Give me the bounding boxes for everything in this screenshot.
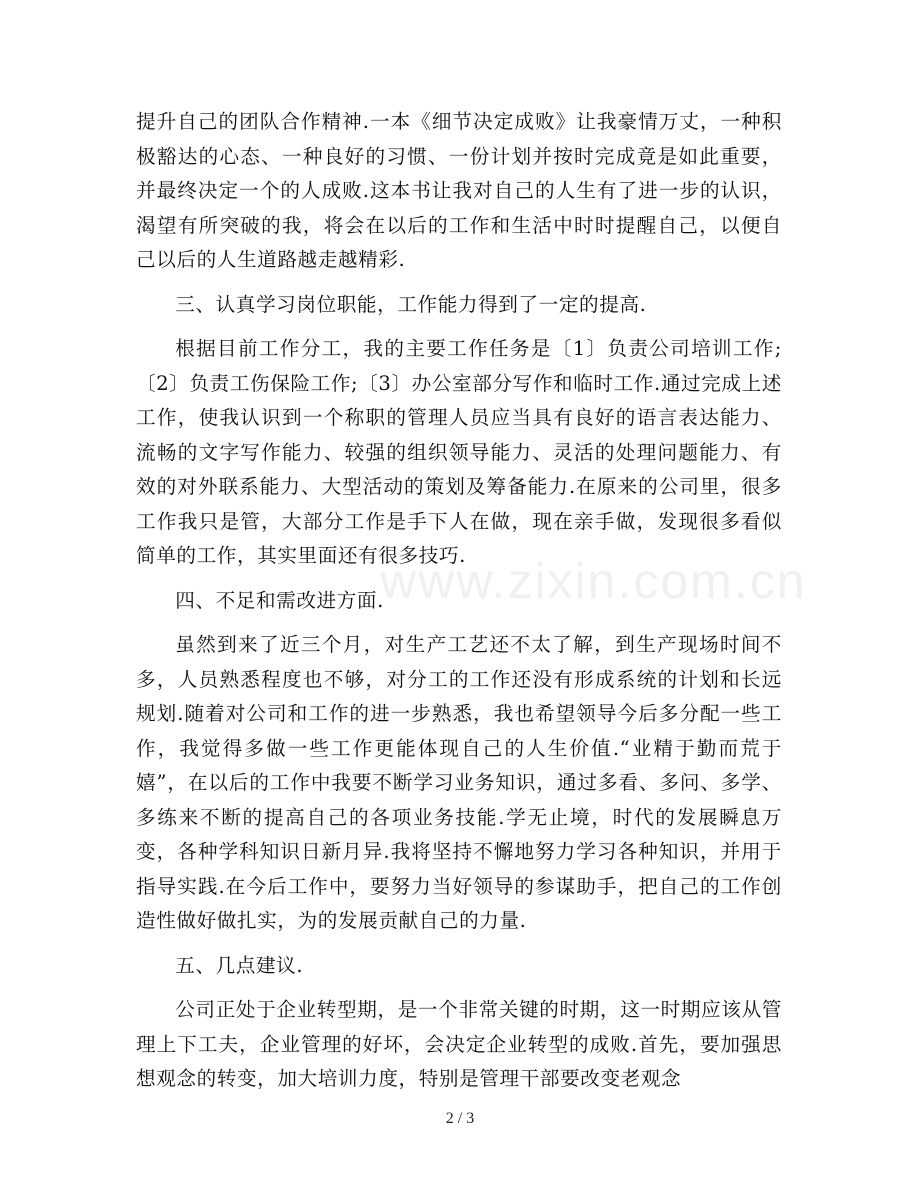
section-heading-4: 四、不足和需改进方面. <box>175 588 384 612</box>
document-body <box>136 105 782 1107</box>
paragraph-shortcomings: 虽然到来了近三个月，对生产工艺还不太了解，到生产现场时间不多，人员熟悉程度也不够，对分工的工作还没有形成系统的计划和长远规划.随着对公司和工作的进一步熟悉，我也希望领导今后多分配一些工作，我觉得多做一些工作更能体现自己的人生价值.“业精于勤而荒于嬉”，在以后的工作中我要不断学习业务知识，通过多看、多问、多学、多练来不断的提高自己的各项业务技能.学无止境，时代的发展瞬息万变，各种学科知识日新月异.我将坚持不懈地努力学习各种知识，并用于指导实践.在今后工作中，要努力当好领导的参谋助手，把自己的工作创造性做好做扎实，为的发展贡献自己的力量. <box>136 633 782 932</box>
section-heading-3: 三、认真学习岗位职能，工作能力得到了一定的提高. <box>175 292 647 316</box>
paragraph-continuation: 提升自己的团队合作精神.一本《细节决定成败》让我豪情万丈，一种积极豁达的心态、一种良好的习惯、一份计划并按时完成竟是如此重要，并最终决定一个的人成败.这本书让我对自己的人生有了进一步的认识，渴望有所突破的我，将会在以后的工作和生活中时时提醒自己，以便自己以后的人生道路越走越精彩. <box>136 110 782 271</box>
paragraph-work-tasks: 根据目前工作分工，我的主要工作任务是〔1〕负责公司培训工作;〔2〕负责工伤保险工作;〔3〕办公室部分写作和临时工作.通过完成上述工作，使我认识到一个称职的管理人员应当具有良好的语言表达能力、流畅的文字写作能力、较强的组织领导能力、灵活的处理问题能力、有效的对外联系能力、大型活动的策划及筹备能力.在原来的公司里，很多工作我只是管，大部分工作是手下人在做，现在亲手做，发现很多看似简单的工作，其实里面还有很多技巧. <box>136 337 782 567</box>
section-heading-5: 五、几点建议. <box>175 953 304 977</box>
paragraph-suggestions: 公司正处于企业转型期，是一个非常关键的时期，这一时期应该从管理上下工夫，企业管理的好坏，会决定企业转型的成败.首先，要加强思想观念的转变，加大培训力度，特别是管理干部要改变老观念 <box>136 998 782 1090</box>
page-number: 2 / 3 <box>445 1110 475 1127</box>
watermark-text: www.zixin.com.cn <box>380 553 807 609</box>
